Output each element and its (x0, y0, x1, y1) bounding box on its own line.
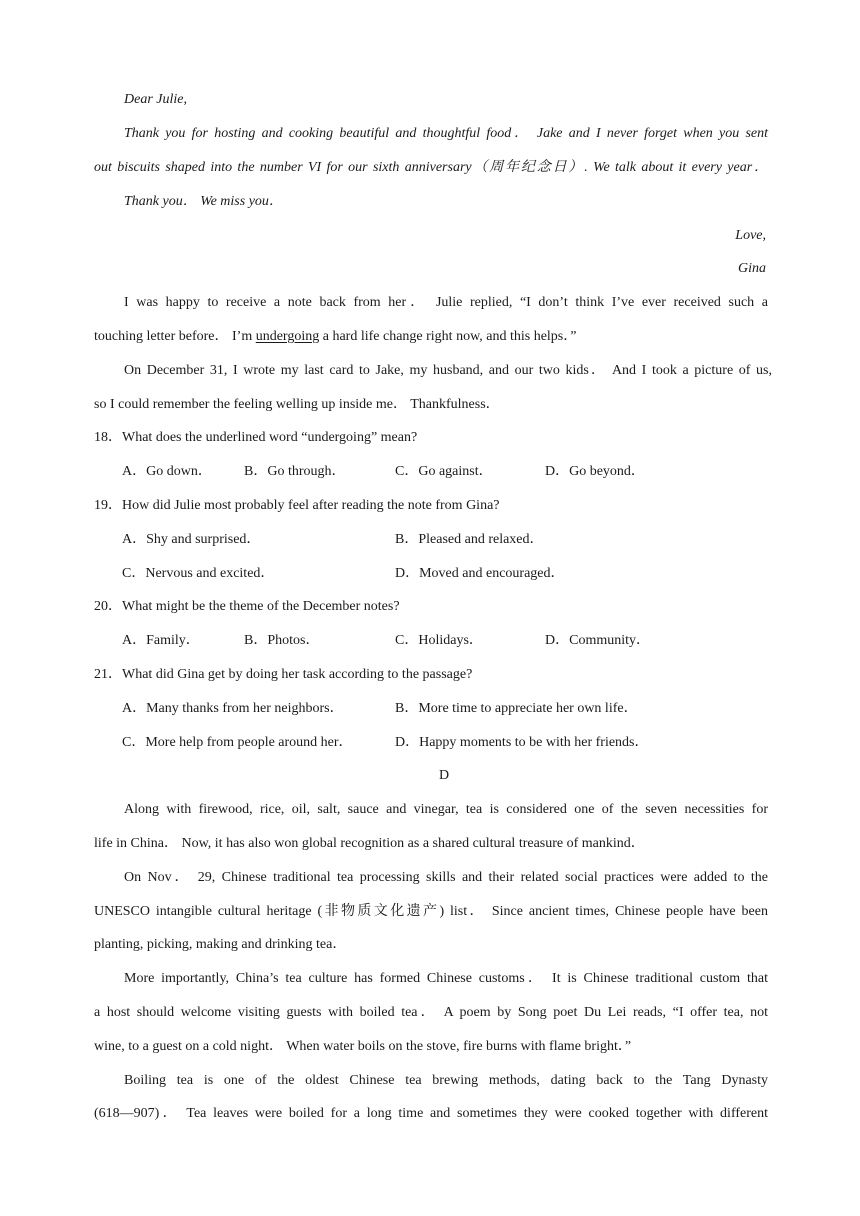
paragraph-line: I was happy to receive a note back from her． Julie replied, “I don’t think I’ve ever received such a (124, 295, 768, 310)
question-20-option-a: A．Family． (122, 633, 200, 648)
question-19-option-d: D．Moved and encouraged． (395, 566, 565, 581)
question-18-stem: 18．What does the underlined word “undergoing” mean? (94, 430, 418, 445)
letter-body-line: Thank you for hosting and cooking beautiful and thoughtful food． Jake and I never forget when you sent (124, 126, 768, 141)
question-21-option-b: B．More time to appreciate her own life． (395, 701, 638, 716)
section-heading: D (438, 768, 450, 783)
question-19-option-c: C．Nervous and excited． (122, 566, 275, 581)
text-span: touching letter before． I’m (94, 329, 256, 344)
question-18-option-d: D．Go beyond． (545, 464, 645, 479)
question-19-option-a: A．Shy and surprised． (122, 532, 261, 547)
question-21-option-a: A．Many thanks from her neighbors． (122, 701, 344, 716)
paragraph-line: wine, to a guest on a cold night． When water boils on the stove, fire burns with flame bright．” (94, 1039, 632, 1054)
question-18-option-b: B．Go through． (244, 464, 346, 479)
question-19-option-b: B．Pleased and relaxed． (395, 532, 544, 547)
paragraph-line: (618—907)． Tea leaves were boiled for a long time and sometimes they were cooked together with different (94, 1106, 768, 1121)
paragraph-line: Boiling tea is one of the oldest Chinese tea brewing methods, dating back to the Tang Dynasty (124, 1073, 768, 1088)
paragraph-line: Along with firewood, rice, oil, salt, sauce and vinegar, tea is considered one of the seven necessities for (124, 802, 768, 817)
paragraph-line: a host should welcome visiting guests with boiled tea． A poem by Song poet Du Lei reads, “I offer tea, not (94, 1005, 768, 1020)
question-18-option-a: A．Go down． (122, 464, 212, 479)
letter-salutation: Dear Julie, (124, 92, 187, 107)
underlined-word: undergoing (255, 329, 320, 344)
question-21-option-c: C．More help from people around her． (122, 735, 353, 750)
paragraph-line: planting, picking, making and drinking tea． (94, 937, 347, 952)
paragraph-line: life in China． Now, it has also won global recognition as a shared cultural treasure of mankind． (94, 836, 645, 851)
letter-thanks: Thank you． We miss you． (124, 194, 283, 209)
paragraph-line-underlined (94, 327, 576, 347)
paragraph-line: On Nov． 29, Chinese traditional tea processing skills and their related social practices were added to the (124, 870, 768, 885)
question-18-option-c: C．Go against． (395, 464, 493, 479)
text-span: a hard life change right now, and this helps．” (319, 329, 577, 344)
question-21-stem: 21．What did Gina get by doing her task according to the passage? (94, 667, 473, 682)
question-20-option-c: C．Holidays． (395, 633, 483, 648)
question-20-option-b: B．Photos． (244, 633, 320, 648)
paragraph-line: More importantly, China’s tea culture has formed Chinese customs． It is Chinese traditional custom that (124, 971, 768, 986)
letter-signature: Gina (738, 261, 766, 276)
question-19-stem: 19．How did Julie most probably feel after reading the note from Gina? (94, 498, 500, 513)
letter-closing: Love, (735, 228, 766, 243)
question-21-option-d: D．Happy moments to be with her friends． (395, 735, 649, 750)
letter-body-line: out biscuits shaped into the number VI for our sixth anniversary（周年纪念日）. We talk about it every year． (94, 160, 768, 175)
question-20-stem: 20．What might be the theme of the December notes? (94, 599, 400, 614)
paragraph-line: On December 31, I wrote my last card to Jake, my husband, and our two kids． And I took a picture of us, (124, 363, 772, 378)
question-20-option-d: D．Community． (545, 633, 651, 648)
paragraph-line: so I could remember the feeling welling up inside me． Thankfulness． (94, 397, 500, 412)
paragraph-line: UNESCO intangible cultural heritage (非物质文化遗产) list． Since ancient times, Chinese people have been (94, 904, 768, 919)
